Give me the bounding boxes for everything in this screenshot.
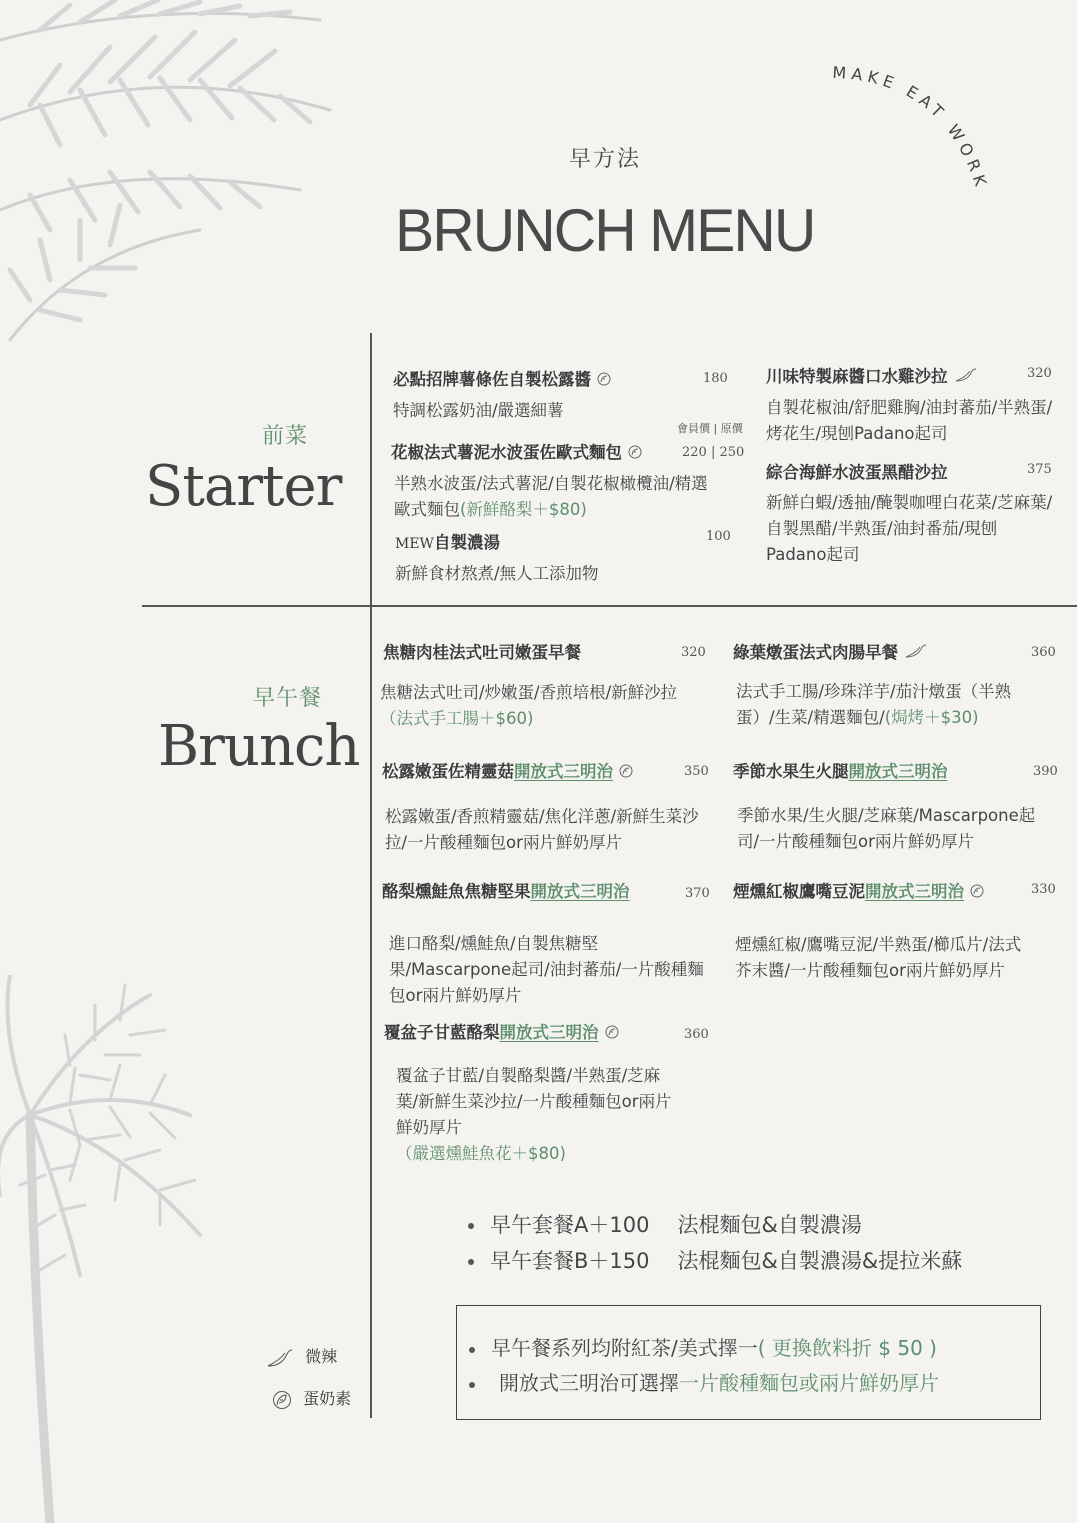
notes-box: [456, 1305, 1041, 1420]
legend-item-spicy: [266, 1344, 337, 1368]
vegetarian-icon: [605, 1023, 619, 1045]
item-name: 花椒法式薯泥水波蛋佐歐式麵包: [391, 443, 622, 462]
menu-item: [733, 642, 1056, 731]
section-label-brunch-zh: 早午餐: [253, 686, 323, 711]
set-meal-a: [468, 1209, 862, 1239]
item-addon: （嚴選燻鮭魚花＋$80): [396, 1143, 566, 1163]
item-name: 綜合海鮮水波蛋黑醋沙拉: [766, 463, 948, 482]
note-accent: ( 更換飲料折 $ 50 ): [757, 1336, 937, 1360]
chili-icon: [266, 1347, 294, 1366]
item-price: 360: [1031, 645, 1056, 660]
menu-item: [395, 529, 735, 587]
vegetarian-icon: [619, 762, 633, 784]
open-sandwich-link: 開放式三明治: [514, 762, 613, 781]
section-label-starter-zh: 前菜: [262, 424, 309, 449]
palm-tree-decoration-bottom: [0, 975, 210, 1523]
section-label-starter-en: Starter: [145, 454, 342, 519]
item-name: 焦糖肉桂法式吐司嫩蛋早餐: [383, 643, 581, 662]
legend-item-vegetarian: [272, 1386, 351, 1410]
item-description: 法式手工腸/珍珠洋芋/茄汁燉蛋（半熟蛋）/生菜/精選麵包/: [736, 681, 1012, 727]
tagline-arc: [820, 60, 1020, 240]
note: [469, 1367, 939, 1396]
vegetarian-icon: [628, 443, 642, 465]
menu-item: [766, 462, 1056, 568]
set-name: 早午套餐A＋100: [490, 1213, 650, 1237]
note-text: 早午餐系列均附紅茶/美式擇一: [491, 1336, 758, 1360]
menu-item: [391, 442, 745, 523]
item-description: 新鮮食材熬煮/無人工添加物: [395, 564, 599, 583]
item-name-prefix: MEW: [395, 536, 434, 552]
note-accent: 一片酸種麵包或兩片鮮奶厚片: [679, 1371, 939, 1395]
chili-icon: [954, 367, 978, 389]
item-addon: (新鮮酪梨＋$80): [460, 499, 587, 519]
item-description: 焦糖法式吐司/炒嫩蛋/香煎培根/新鮮沙拉: [380, 683, 678, 702]
legend-label: 蛋奶素: [303, 1389, 352, 1408]
set-name: 早午套餐B＋150: [490, 1249, 650, 1273]
set-content: 法棍麵包&自製濃湯&提拉米蘇: [677, 1249, 963, 1273]
brand-name: 早方法: [568, 147, 641, 172]
open-sandwich-link: 開放式三明治: [848, 762, 948, 781]
item-description: 松露嫩蛋/香煎精靈菇/焦化洋蔥/新鮮生菜沙拉/一片酸種麵包or兩片鮮奶厚片: [385, 806, 699, 852]
menu-item: [733, 761, 1058, 855]
item-description: 季節水果/生火腿/芝麻葉/Mascarpone起司/一片酸種麵包or兩片鮮奶厚片: [737, 806, 1036, 851]
menu-item: [384, 1022, 709, 1167]
item-price: 320: [1027, 366, 1052, 381]
item-addon: (焗烤＋$30): [884, 707, 979, 727]
set-meal-b: [468, 1245, 962, 1275]
item-price: 220 | 250: [682, 445, 745, 460]
vegetarian-icon: [272, 1389, 292, 1408]
divider-vertical: [370, 333, 372, 1418]
menu-item: [382, 761, 707, 856]
item-price: 390: [1033, 764, 1058, 779]
item-name: 季節水果生火腿: [733, 762, 849, 781]
legend-label: 微辣: [305, 1347, 338, 1366]
item-price: 180: [703, 371, 728, 386]
menu-item: [382, 881, 712, 1009]
svg-text:MAKE EAT WORK: [832, 63, 992, 193]
item-description: 新鮮白蝦/透抽/醃製咖哩白花菜/芝麻葉/自製黑醋/半熟蛋/油封番茄/現刨Padano起司: [766, 493, 1053, 564]
item-description: 進口酪梨/燻鮭魚/自製焦糖堅果/Mascarpone起司/油封蕃茄/一片酸種麵包or兩片鮮奶厚片: [389, 934, 704, 1005]
open-sandwich-link: 開放式三明治: [499, 1023, 599, 1042]
item-price: 350: [684, 764, 709, 779]
item-description: 自製花椒油/舒肥雞胸/油封蕃茄/半熟蛋/烤花生/現刨Padano起司: [766, 397, 1053, 443]
item-description: 煙燻紅椒/鷹嘴豆泥/半熟蛋/櫛瓜片/法式芥末醬/一片酸種麵包or兩片鮮奶厚片: [735, 934, 1022, 980]
item-price: 330: [1031, 882, 1056, 897]
tagline: MAKE EAT WORK: [831, 62, 992, 194]
item-price: 375: [1027, 462, 1052, 477]
item-price: 370: [685, 886, 710, 901]
item-price: 320: [681, 645, 706, 660]
section-label-brunch-en: Brunch: [158, 714, 360, 779]
set-content: 法棍麵包&自製濃湯: [677, 1213, 862, 1237]
note-text: 開放式三明治可選擇: [499, 1371, 679, 1395]
item-price: 100: [706, 529, 731, 544]
item-name: 覆盆子甘藍酪梨: [384, 1023, 500, 1042]
item-addon: （法式手工腸＋$60): [380, 709, 534, 728]
page-title: BRUNCH MENU: [395, 197, 815, 264]
item-name: 松露嫩蛋佐精靈菇: [382, 762, 514, 781]
item-name: 自製濃湯: [433, 533, 500, 552]
item-price: 360: [684, 1027, 709, 1042]
item-description: 覆盆子甘藍/自製酪梨醬/半熟蛋/芝麻葉/新鮮生菜沙拉/一片酸種麵包or兩片鮮奶厚片: [396, 1065, 672, 1137]
palm-leaf-decoration-top: [0, 0, 340, 360]
menu-item: [766, 366, 1056, 447]
item-description: 半熟水波蛋/法式薯泥/自製花椒橄欖油/精選歐式麵包: [394, 473, 708, 519]
item-name: 綠葉燉蛋法式肉腸早餐: [733, 643, 898, 662]
note: [469, 1332, 937, 1361]
chili-icon: [904, 643, 928, 665]
item-description: 特調松露奶油/嚴選細薯: [393, 400, 564, 420]
item-name: 酪梨燻鮭魚焦糖堅果: [382, 882, 531, 901]
menu-item: [733, 881, 1056, 984]
item-name: 必點招牌薯條佐自製松露醬: [393, 370, 591, 389]
vegetarian-icon: [970, 882, 984, 904]
menu-item: [393, 369, 748, 424]
price-header: 會員價 | 原價: [677, 422, 743, 435]
open-sandwich-link: 開放式三明治: [530, 882, 630, 901]
divider-horizontal: [142, 605, 1077, 607]
menu-item: [380, 642, 706, 732]
vegetarian-icon: [597, 370, 611, 392]
open-sandwich-link: 開放式三明治: [865, 882, 964, 901]
item-name: 煙燻紅椒鷹嘴豆泥: [733, 882, 865, 901]
item-name: 川味特製麻醬口水雞沙拉: [766, 367, 948, 386]
